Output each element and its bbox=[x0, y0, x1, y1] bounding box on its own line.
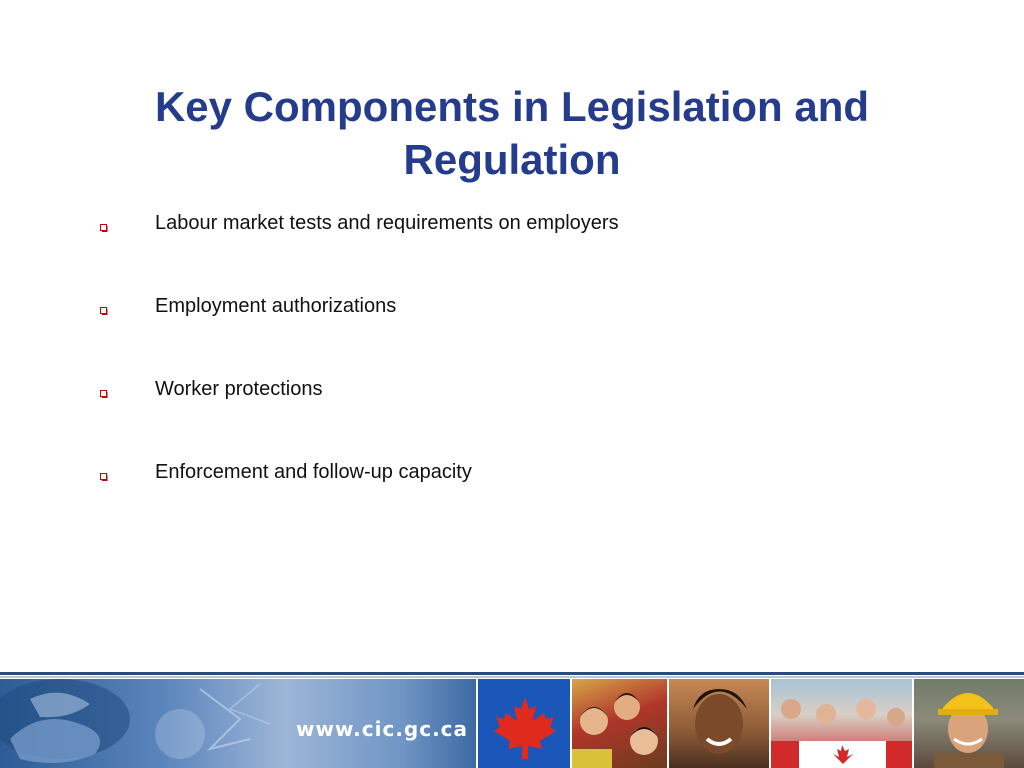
list-item bbox=[98, 208, 898, 291]
children-photo bbox=[570, 679, 667, 768]
list-item bbox=[98, 291, 898, 374]
bullet-text: Employment authorizations bbox=[155, 295, 397, 317]
square-bullet-icon bbox=[100, 390, 108, 398]
bullet-list bbox=[98, 208, 898, 540]
flag-crowd-photo bbox=[769, 679, 912, 768]
handshake-photo bbox=[0, 679, 476, 768]
footer-banner bbox=[0, 679, 1024, 768]
website-url[interactable]: www.cic.gc.ca bbox=[296, 717, 469, 741]
bullet-text: Worker protections bbox=[155, 378, 323, 400]
bullet-text: Enforcement and follow-up capacity bbox=[155, 461, 472, 483]
square-bullet-icon bbox=[100, 307, 108, 315]
square-bullet-icon bbox=[100, 224, 108, 232]
bullet-text: Labour market tests and requirements on employers bbox=[155, 212, 619, 234]
footer-divider-light bbox=[0, 676, 1024, 678]
maple-leaf-flag-photo bbox=[476, 679, 570, 768]
slide-title: Key Components in Legislation and Regulation bbox=[154, 83, 870, 183]
square-bullet-icon bbox=[100, 473, 108, 481]
hard-hat-worker-photo bbox=[912, 679, 1024, 768]
list-item bbox=[98, 457, 898, 540]
smiling-woman-photo bbox=[667, 679, 769, 768]
list-item bbox=[98, 374, 898, 457]
footer-divider bbox=[0, 672, 1024, 675]
